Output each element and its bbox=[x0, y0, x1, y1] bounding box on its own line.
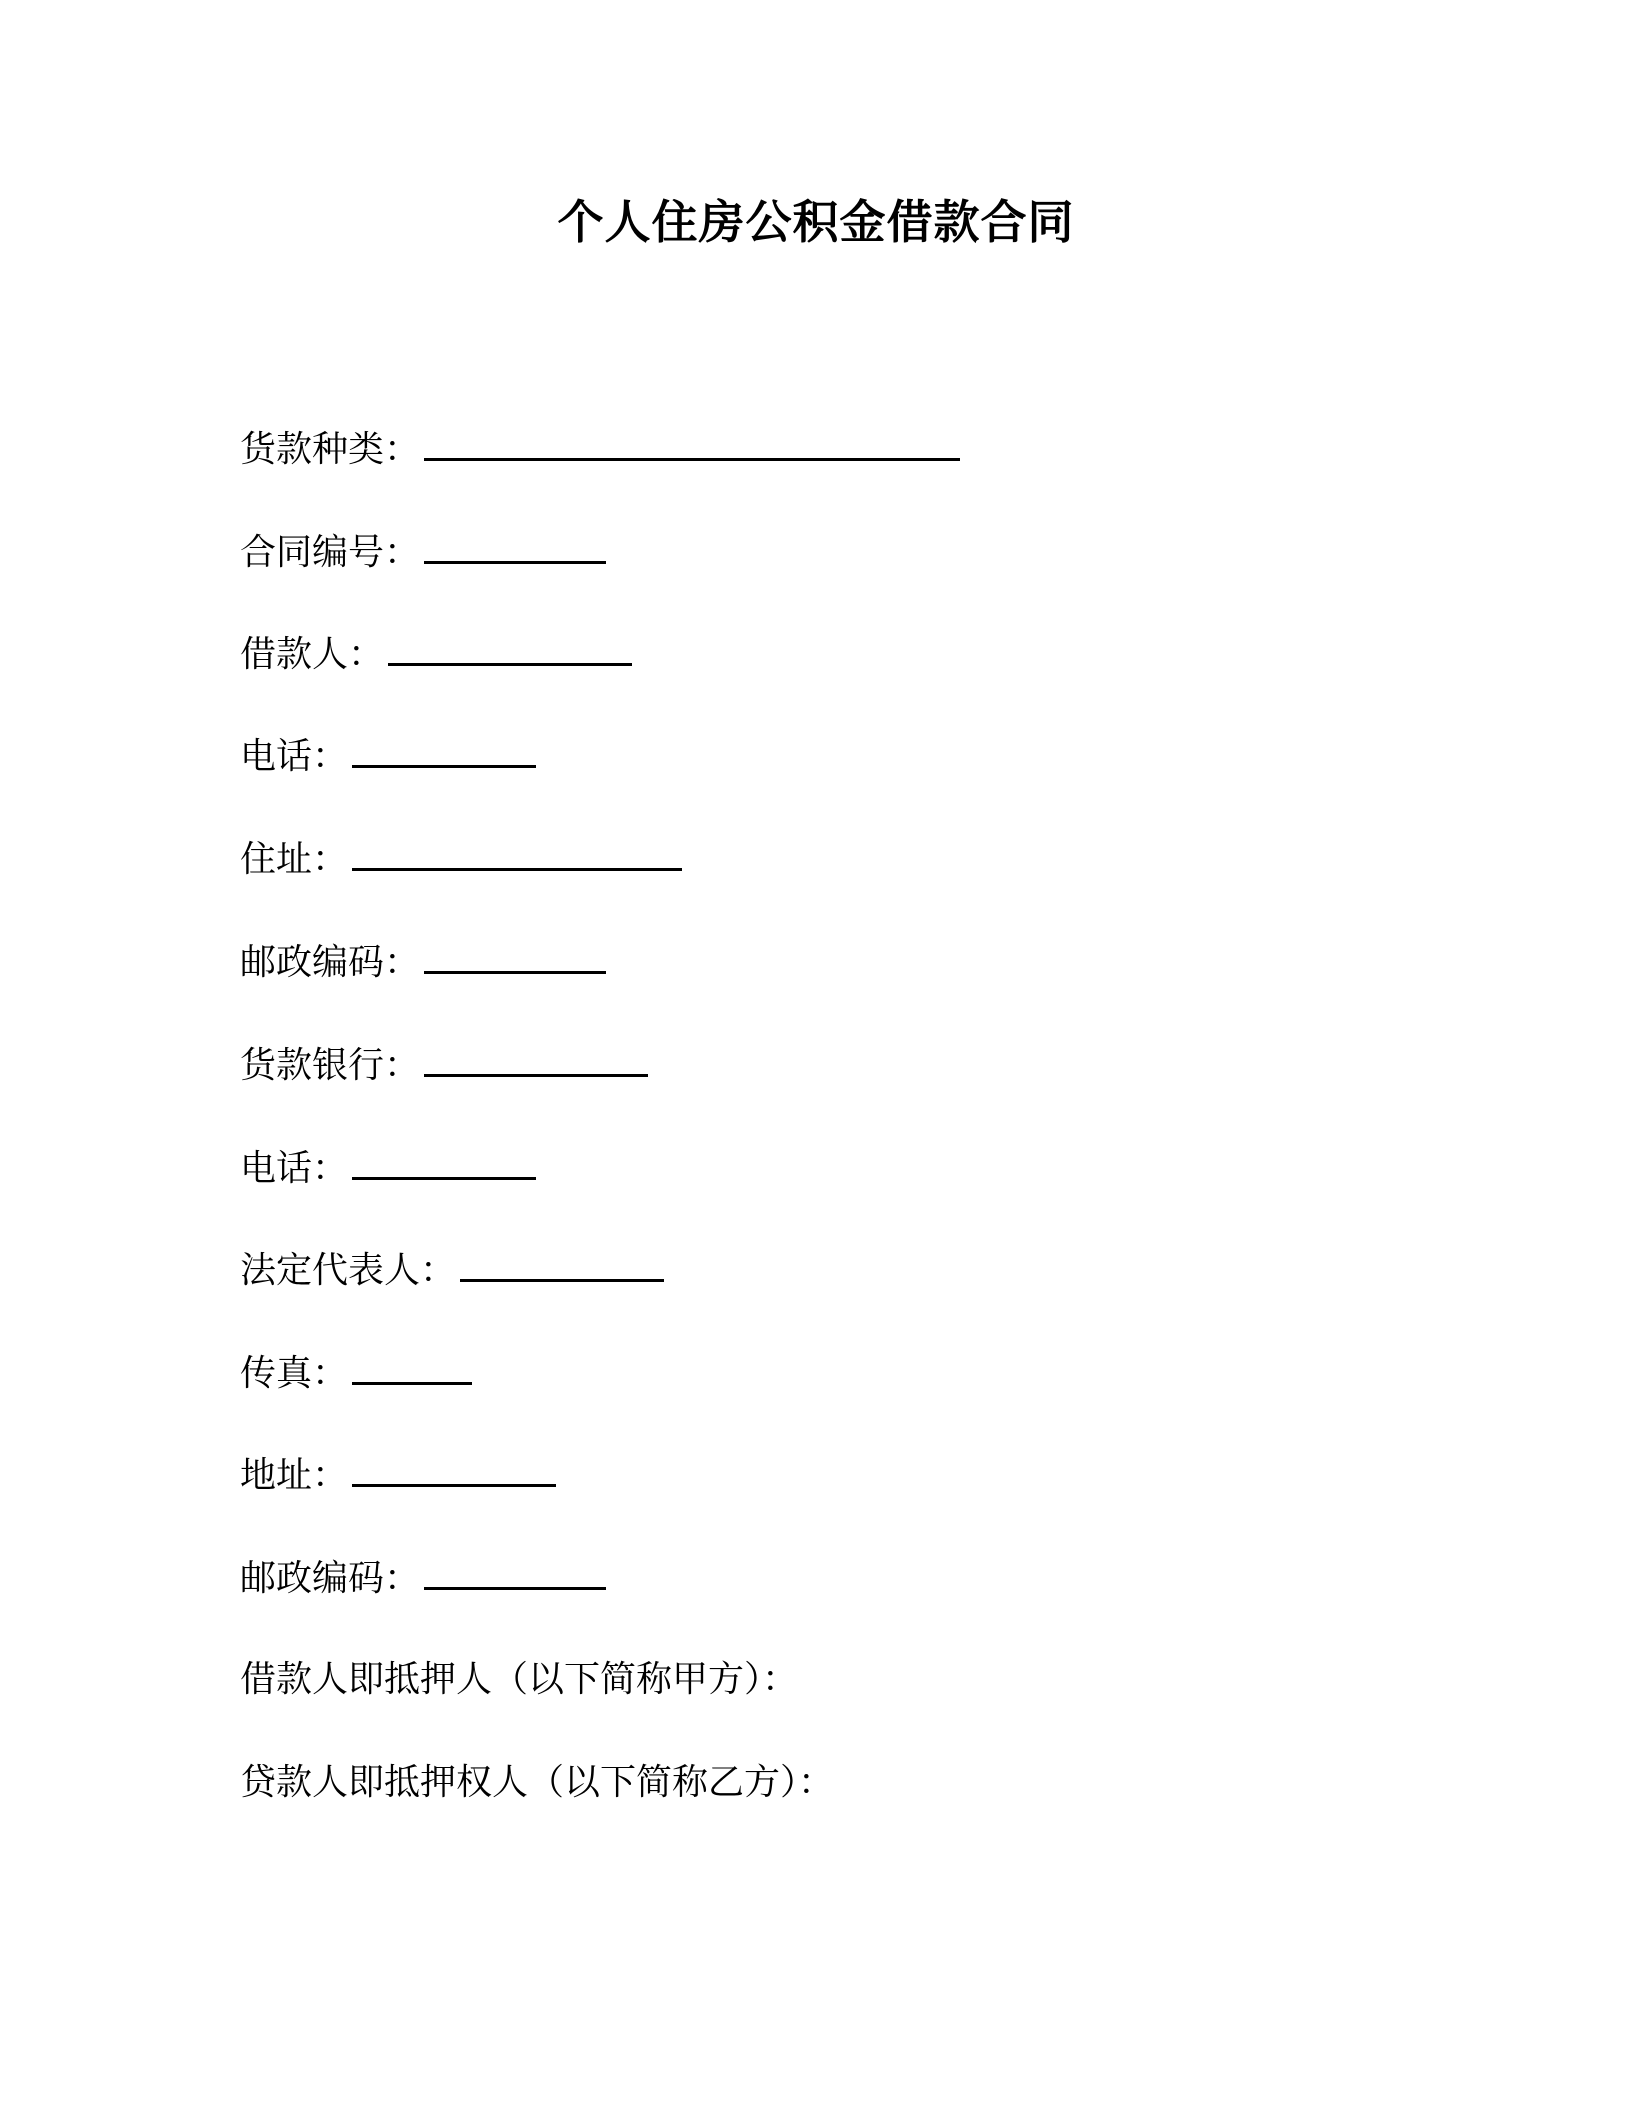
fill-in-blank[interactable] bbox=[424, 527, 606, 564]
field-label: 法定代表人： bbox=[240, 1250, 457, 1291]
party-a-text: 借款人即抵押人（以下简称甲方）： bbox=[240, 1659, 799, 1700]
fill-in-blank[interactable] bbox=[424, 1553, 606, 1590]
fill-in-blank[interactable] bbox=[352, 1348, 472, 1385]
field-borrower bbox=[240, 629, 632, 680]
field-bank-address bbox=[240, 1450, 556, 1501]
field-label: 电话： bbox=[240, 1148, 349, 1189]
field-label: 电话： bbox=[240, 736, 349, 777]
field-loan-bank bbox=[240, 1040, 648, 1091]
field-label: 货款银行： bbox=[240, 1045, 421, 1086]
fill-in-blank[interactable] bbox=[460, 1245, 664, 1282]
fill-in-blank[interactable] bbox=[352, 834, 682, 871]
field-bank-postcode bbox=[240, 1553, 606, 1604]
fill-in-blank[interactable] bbox=[352, 731, 536, 768]
field-borrower-phone bbox=[240, 731, 536, 782]
fill-in-blank[interactable] bbox=[388, 629, 632, 666]
party-b-line bbox=[240, 1758, 834, 1808]
field-loan-type bbox=[240, 424, 960, 475]
field-label: 传真： bbox=[240, 1353, 349, 1394]
party-b-text: 贷款人即抵押权人（以下简称乙方）： bbox=[240, 1762, 835, 1803]
fill-in-blank[interactable] bbox=[424, 937, 606, 974]
document-title: 个人住房公积金借款合同 bbox=[557, 195, 1075, 249]
field-label: 邮政编码： bbox=[240, 942, 421, 983]
fill-in-blank[interactable] bbox=[352, 1143, 536, 1180]
field-borrower-postcode bbox=[240, 937, 606, 988]
field-residence bbox=[240, 834, 682, 885]
field-label: 货款种类： bbox=[240, 429, 421, 470]
field-label: 住址： bbox=[240, 839, 349, 880]
field-label: 借款人： bbox=[240, 634, 385, 675]
field-bank-phone bbox=[240, 1143, 536, 1194]
fill-in-blank[interactable] bbox=[424, 424, 960, 461]
fill-in-blank[interactable] bbox=[424, 1040, 648, 1077]
fill-in-blank[interactable] bbox=[352, 1450, 556, 1487]
party-a-line bbox=[240, 1655, 798, 1705]
field-label: 地址： bbox=[240, 1455, 349, 1496]
field-label: 邮政编码： bbox=[240, 1558, 421, 1599]
field-fax bbox=[240, 1348, 472, 1399]
field-label: 合同编号： bbox=[240, 532, 421, 573]
field-contract-number bbox=[240, 527, 606, 578]
field-legal-representative bbox=[240, 1245, 664, 1296]
